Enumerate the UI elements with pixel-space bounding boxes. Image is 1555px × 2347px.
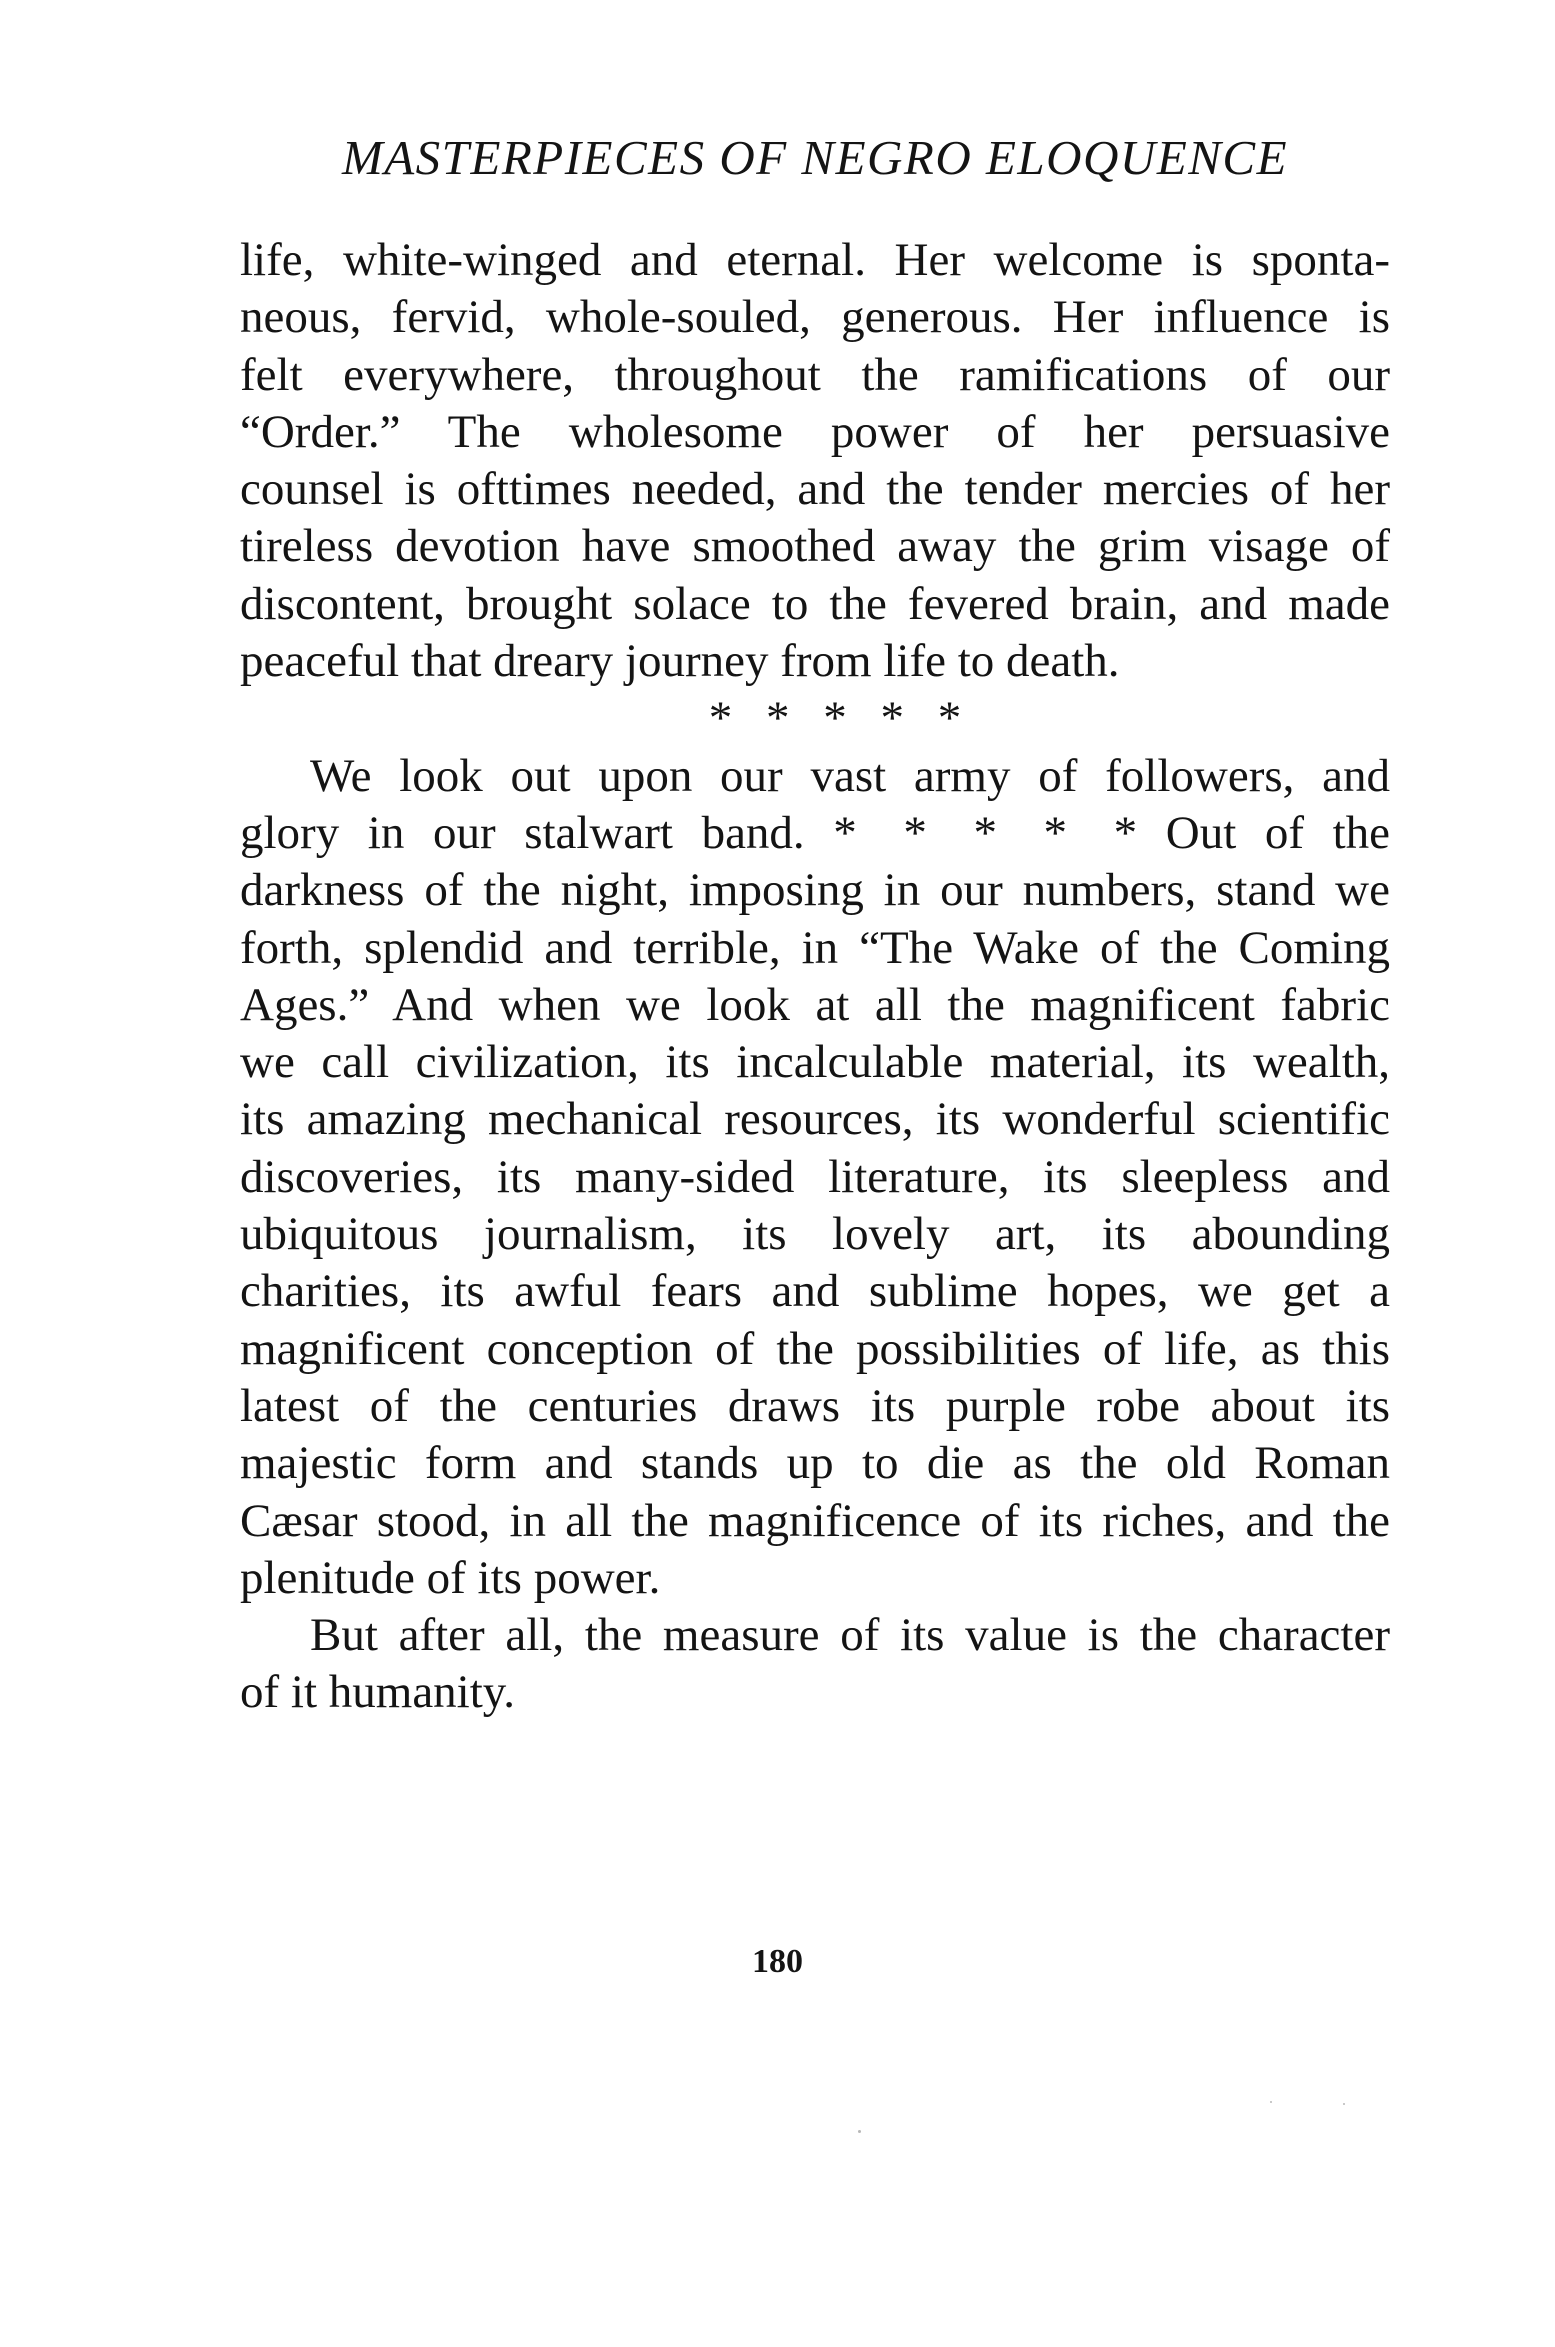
running-head: MASTERPIECES OF NEGRO ELOQUENCE [341,130,1289,185]
text-line: We look out upon our vast army of followers, and [310,749,1390,802]
text-line: its amazing mechanical resources, its wonderful scientific [240,1093,1390,1146]
text-line: But after all, the measure of its value is the character [310,1609,1390,1662]
scan-speck [1343,2103,1345,2105]
text-line: majestic form and stands up to die as the old Roman [240,1437,1390,1490]
text-line: forth, splendid and terrible, in “The Wake of the Coming [240,921,1390,974]
text-line: peaceful that dreary journey from life to death. [240,635,1120,688]
text-line: neous, fervid, whole-souled, generous. Her influence is [240,291,1390,344]
text-segment: glory in our stalwart band. [240,806,805,859]
paragraph-3 [240,1607,1390,1722]
paragraph-1 [240,232,1390,690]
page-number: 180 [752,1943,803,1980]
body-text [240,232,1390,1722]
text-line: of it humanity. [240,1666,516,1719]
text-line: felt everywhere, throughout the ramifications of our [240,348,1390,401]
text-line: magnificent conception of the possibilities of life, as this [240,1322,1390,1375]
text-line: plenitude of its power. [240,1551,661,1604]
text-line: “Order.” The wholesome power of her persuasive [240,405,1390,458]
text-line: ubiquitous journalism, its lovely art, its abounding [240,1208,1390,1261]
section-separator: * * * * * [708,692,962,745]
text-line: counsel is ofttimes needed, and the tender mercies of her [240,463,1390,516]
text-segment: Out of the [1165,806,1391,859]
text-line: we call civilization, its incalculable material, its wealth, [240,1036,1390,1089]
text-line-with-ellipsis [240,805,1390,862]
text-line: darkness of the night, imposing in our numbers, stand we [240,864,1390,917]
text-line: life, white-winged and eternal. Her welcome is sponta- [240,234,1390,286]
scan-speck [858,2130,861,2133]
text-line: discoveries, its many-sided literature, its sleepless and [240,1150,1390,1203]
text-line: Cæsar stood, in all the magnificence of its riches, and the [240,1494,1390,1547]
text-line: charities, its awful fears and sublime hopes, we get a [240,1265,1390,1318]
paragraph-2 [240,748,1390,1607]
scan-speck [1270,2101,1272,2103]
text-line: latest of the centuries draws its purple robe about its [240,1379,1390,1432]
text-line: discontent, brought solace to the fevered brain, and made [240,577,1390,630]
text-line: Ages.” And when we look at all the magnificent fabric [240,978,1390,1031]
text-line: tireless devotion have smoothed away the grim visage of [240,520,1390,573]
ellipsis-stars: * * * * * [833,806,1138,859]
